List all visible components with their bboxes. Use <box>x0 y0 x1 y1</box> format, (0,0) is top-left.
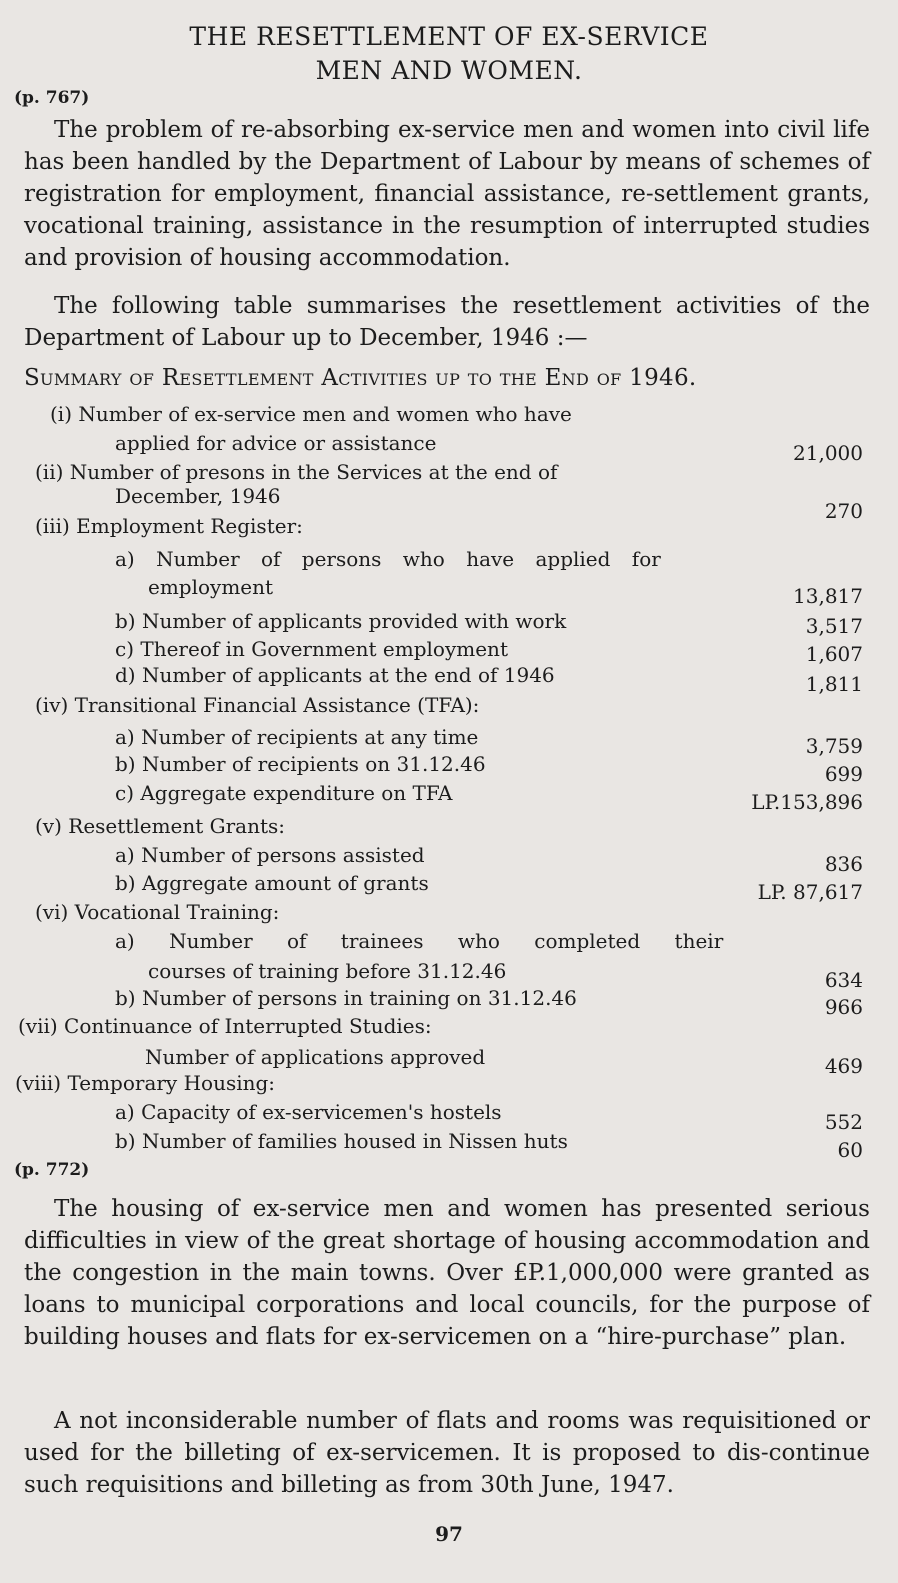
summary-heading: Summary of Resettlement Activities up to the End of 1946. <box>24 365 697 391</box>
item-i-value: 21,000 <box>793 441 863 465</box>
item-iii-a-value: 13,817 <box>793 584 863 608</box>
item-ii-value: 270 <box>824 499 863 523</box>
item-v-a: a) Number of persons assisted <box>115 843 425 867</box>
item-iv-c-value: LP.153,896 <box>751 790 863 814</box>
item-vi-a-line2: courses of training before 31.12.46 <box>148 959 507 983</box>
item-v-b: b) Aggregate amount of grants <box>115 871 429 895</box>
item-iii-a-line1: a) Number of persons who have applied for <box>115 547 661 571</box>
item-i-line2: applied for advice or assistance <box>115 431 437 455</box>
page-number: 97 <box>435 1522 463 1546</box>
item-vi-b-value: 966 <box>824 995 863 1019</box>
paragraph-requisitions: A not inconsiderable number of flats and rooms was requisitioned or used for the billeting of ex-servicemen. It is proposed to dis-continue such requisitions and billeting as from 30th June, 1947. <box>24 1408 870 1498</box>
item-iv-heading: (iv) Transitional Financial Assistance (TFA): <box>35 693 480 717</box>
item-viii-heading: (viii) Temporary Housing: <box>15 1071 276 1095</box>
item-iii-c-value: 1,607 <box>805 642 863 666</box>
item-iv-a-value: 3,759 <box>805 734 863 758</box>
page-reference-2: (p. 772) <box>14 1160 90 1180</box>
item-viii-b-value: 60 <box>837 1138 863 1162</box>
item-viii-a: a) Capacity of ex-servicemen's hostels <box>115 1100 502 1124</box>
paragraph-intro: The problem of re-absorbing ex-service men and women into civil life has been handled by the Department of Labour by means of schemes of registration for employment, financial assistance, re-settlement grants, vocational training, assistance in the resumption of interrupted studies and provision of housing accommodation. <box>24 117 870 271</box>
item-ii-line1: (ii) Number of presons in the Services at the end of <box>35 460 558 484</box>
paragraph-table-intro: The following table summarises the resettlement activities of the Department of Labour up to December, 1946 :— <box>24 293 870 351</box>
item-iv-c: c) Aggregate expenditure on TFA <box>115 781 453 805</box>
item-vi-b: b) Number of persons in training on 31.12.46 <box>115 986 577 1010</box>
item-viii-a-value: 552 <box>824 1110 863 1134</box>
item-viii-b: b) Number of families housed in Nissen huts <box>115 1129 568 1153</box>
item-v-heading: (v) Resettlement Grants: <box>35 814 286 838</box>
title-line-2: MEN AND WOMEN. <box>315 56 583 85</box>
item-v-a-value: 836 <box>824 852 863 876</box>
paragraph-housing: The housing of ex-service men and women has presented serious difficulties in view of the great shortage of housing accommodation and the congestion in the main towns. Over £P.1,000,000 were granted as loans to municipal corporations and local councils, for the purpose of building houses and flats for ex-servicemen on a “hire-purchase” plan. <box>24 1196 870 1350</box>
page-reference: (p. 767) <box>14 88 90 108</box>
item-iii-b: b) Number of applicants provided with work <box>115 609 567 633</box>
item-iii-d-value: 1,811 <box>805 672 863 696</box>
item-iii-b-value: 3,517 <box>805 614 863 638</box>
item-ii-line2: December, 1946 <box>115 484 281 508</box>
item-iv-a: a) Number of recipients at any time <box>115 725 479 749</box>
item-iii-c: c) Thereof in Government employment <box>115 637 508 661</box>
title-line-1: THE RESETTLEMENT OF EX-SERVICE <box>189 22 709 51</box>
item-iii-d: d) Number of applicants at the end of 1946 <box>115 663 555 687</box>
item-iv-b-value: 699 <box>824 762 863 786</box>
item-vii-a-value: 469 <box>824 1054 863 1078</box>
item-v-b-value: LP. 87,617 <box>757 880 863 904</box>
item-i-line1: (i) Number of ex-service men and women who have <box>50 402 572 426</box>
item-iv-b: b) Number of recipients on 31.12.46 <box>115 752 486 776</box>
item-iii-heading: (iii) Employment Register: <box>35 514 303 538</box>
item-vi-a-value: 634 <box>824 968 863 992</box>
item-vii-heading: (vii) Continuance of Interrupted Studies: <box>18 1014 432 1038</box>
item-vii-a: Number of applications approved <box>145 1045 486 1069</box>
item-vi-heading: (vi) Vocational Training: <box>35 900 280 924</box>
item-iii-a-line2: employment <box>148 575 274 599</box>
item-vi-a-line1: a) Number of trainees who completed their <box>115 929 724 953</box>
